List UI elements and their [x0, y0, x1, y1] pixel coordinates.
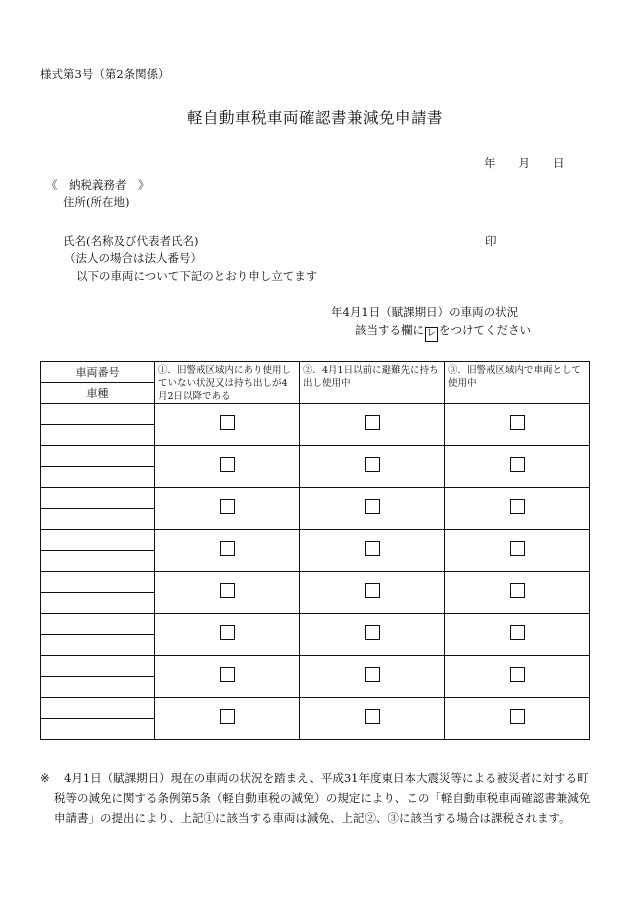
- option2-cell[interactable]: [300, 446, 445, 488]
- plate-input[interactable]: [41, 488, 155, 509]
- plate-input[interactable]: [41, 446, 155, 467]
- option1-checkbox[interactable]: [220, 541, 235, 556]
- option1-cell[interactable]: [155, 572, 300, 614]
- option3-cell[interactable]: [445, 572, 590, 614]
- plate-input[interactable]: [41, 572, 155, 593]
- intro-text: 以下の車両について下記のとおり申し立てます: [76, 269, 318, 283]
- instruction-line: [355, 325, 531, 342]
- type-input[interactable]: [41, 719, 155, 740]
- address-label: 住所(所在地): [63, 195, 130, 209]
- option1-cell[interactable]: [155, 614, 300, 656]
- option2-checkbox[interactable]: [365, 541, 380, 556]
- option2-checkbox[interactable]: [365, 667, 380, 682]
- option1-cell[interactable]: [155, 530, 300, 572]
- plate-input[interactable]: [41, 656, 155, 677]
- option1-cell[interactable]: [155, 404, 300, 446]
- option2-checkbox[interactable]: [365, 457, 380, 472]
- footnote-mark: ※: [40, 771, 50, 785]
- option2-cell[interactable]: [300, 698, 445, 740]
- type-input[interactable]: [41, 467, 155, 488]
- option2-checkbox[interactable]: [365, 415, 380, 430]
- option1-checkbox[interactable]: [220, 499, 235, 514]
- date-line: 年 月 日: [484, 156, 565, 170]
- option2-cell[interactable]: [300, 656, 445, 698]
- option2-cell[interactable]: [300, 488, 445, 530]
- option1-checkbox[interactable]: [220, 625, 235, 640]
- status-heading: 年4月1日（賦課期日）の車両の状況: [331, 305, 519, 319]
- check-mark-sample-icon: レ: [425, 327, 438, 342]
- instruction-before: 該当する欄に: [355, 323, 424, 337]
- header-type: 車種: [41, 383, 155, 404]
- option2-checkbox[interactable]: [365, 709, 380, 724]
- header-option-3: ③．旧警戒区域内で車両として使用中: [445, 362, 590, 404]
- option2-cell[interactable]: [300, 530, 445, 572]
- option3-checkbox[interactable]: [510, 667, 525, 682]
- option1-checkbox[interactable]: [220, 667, 235, 682]
- option3-checkbox[interactable]: [510, 709, 525, 724]
- option1-checkbox[interactable]: [220, 415, 235, 430]
- option3-checkbox[interactable]: [510, 457, 525, 472]
- type-input[interactable]: [41, 509, 155, 530]
- type-input[interactable]: [41, 677, 155, 698]
- option1-checkbox[interactable]: [220, 709, 235, 724]
- taxpayer-heading: 《 納税義務者 》: [46, 178, 150, 192]
- instruction-after: をつけてください: [439, 323, 531, 337]
- seal-label: 印: [485, 234, 497, 248]
- option1-cell[interactable]: [155, 488, 300, 530]
- option1-cell[interactable]: [155, 446, 300, 488]
- option3-cell[interactable]: [445, 656, 590, 698]
- type-input[interactable]: [41, 551, 155, 572]
- option3-cell[interactable]: [445, 614, 590, 656]
- page-title: 軽自動車税車両確認書兼減免申請書: [187, 109, 444, 127]
- header-plate: 車両番号: [41, 362, 155, 383]
- corp-number-note: （法人の場合は法人番号）: [64, 251, 202, 265]
- plate-input[interactable]: [41, 698, 155, 719]
- option2-cell[interactable]: [300, 572, 445, 614]
- option3-cell[interactable]: [445, 404, 590, 446]
- option2-checkbox[interactable]: [365, 583, 380, 598]
- header-option-1: ①．旧警戒区域内にあり使用していない状況又は持ち出しが4月2日以降である: [155, 362, 300, 404]
- option1-cell[interactable]: [155, 698, 300, 740]
- name-label: 氏名(名称及び代表者氏名): [63, 234, 199, 248]
- option1-checkbox[interactable]: [220, 583, 235, 598]
- form-number: 様式第3号（第2条関係）: [40, 67, 170, 81]
- option3-checkbox[interactable]: [510, 415, 525, 430]
- vehicle-table: [40, 361, 590, 740]
- plate-input[interactable]: [41, 530, 155, 551]
- option2-checkbox[interactable]: [365, 625, 380, 640]
- option2-checkbox[interactable]: [365, 499, 380, 514]
- option3-cell[interactable]: [445, 530, 590, 572]
- option2-cell[interactable]: [300, 404, 445, 446]
- option3-cell[interactable]: [445, 488, 590, 530]
- option3-cell[interactable]: [445, 698, 590, 740]
- type-input[interactable]: [41, 635, 155, 656]
- footnote-text: 4月1日（賦課期日）現在の車両の状況を踏まえ、平成31年度東日本大震災等による被災者に対する町税等の減免に関する条例第5条（軽自動車税の減免）の規定により、この「軽自動車税車両確認書兼減免申請書」の提出により、上記①に該当する車両は減免、上記②、③に該当する場合は課税されます。: [54, 771, 591, 825]
- type-input[interactable]: [41, 425, 155, 446]
- option1-checkbox[interactable]: [220, 457, 235, 472]
- option3-checkbox[interactable]: [510, 625, 525, 640]
- option2-cell[interactable]: [300, 614, 445, 656]
- option3-checkbox[interactable]: [510, 583, 525, 598]
- option3-checkbox[interactable]: [510, 541, 525, 556]
- option3-cell[interactable]: [445, 446, 590, 488]
- footnote: [40, 768, 592, 828]
- type-input[interactable]: [41, 593, 155, 614]
- header-option-2: ②．4月1日以前に避難先に持ち出し使用中: [300, 362, 445, 404]
- option3-checkbox[interactable]: [510, 499, 525, 514]
- plate-input[interactable]: [41, 614, 155, 635]
- plate-input[interactable]: [41, 404, 155, 425]
- option1-cell[interactable]: [155, 656, 300, 698]
